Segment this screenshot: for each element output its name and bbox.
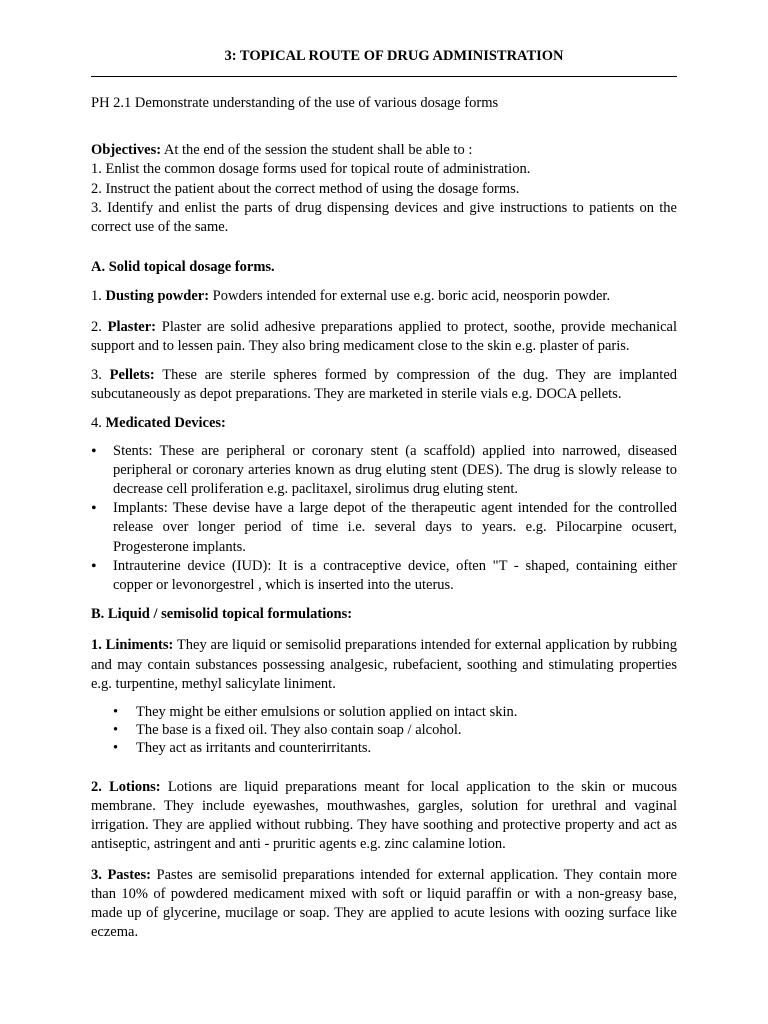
medicated-devices-list: [91, 442, 677, 596]
objective-item: 2. Instruct the patient about the correct method of using the dosage forms.: [91, 180, 520, 197]
list-item: • They act as irritants and counterirritants.: [113, 740, 372, 757]
objective-item: 1. Enlist the common dosage forms used for topical route of administration.: [91, 161, 531, 178]
objective-item: 3. Identify and enlist the parts of drug dispensing devices and give instructions to patients on the correct use of the same.: [91, 199, 677, 236]
bullet-icon: •: [113, 704, 119, 721]
document-body: [91, 47, 677, 942]
page-title: 3: TOPICAL ROUTE OF DRUG ADMINISTRATION: [224, 48, 564, 64]
section-b-heading: B. Liquid / semisolid topical formulations:: [91, 606, 353, 623]
section-a-heading: A. Solid topical dosage forms.: [91, 259, 275, 276]
list-item: • Implants: These devise have a large depot of the therapeutic agent intended for the controlled release over longer period of time i.e. several days to years. e.g. Pilocarpine ocusert, Progesterone implants.: [91, 500, 677, 555]
bullet-icon: •: [113, 740, 119, 757]
list-item: • Intrauterine device (IUD): It is a contraceptive device, often "T - shaped, containing either copper or levonorgestrel , which is inserted into the uterus.: [91, 557, 677, 594]
objectives-label: Objectives:: [91, 142, 162, 159]
list-item: • They might be either emulsions or solution applied on intact skin.: [113, 704, 518, 721]
title-divider: [91, 76, 677, 77]
liniments-points-list: [91, 703, 677, 758]
bullet-icon: •: [91, 500, 97, 518]
list-item: • Stents: These are peripheral or coronary stent (a scaffold) applied into narrowed, diseased peripheral or coronary arteries known as drug eluting stent (DES). The drug is slowly release to decrease cell proliferation e.g. paclitaxel, sirolimus drug eluting stent.: [91, 442, 677, 498]
medicated-devices-heading: 4. Medicated Devices:: [91, 415, 226, 432]
pastes-paragraph: 3. Pastes: Pastes are semisolid preparations intended for external application. They contain more than 10% of powdered medicament mixed with soft or liquid paraffin or with a non-greasy base, made up of glycerine, mucilage or soap. They are applied to acute lesions with oozing surface like eczema.: [91, 866, 677, 941]
lotions-paragraph: 2. Lotions: Lotions are liquid preparations meant for local application to the skin or mucous membrane. They include eyewashes, mouthwashes, gargles, solution for urethral and vaginal irrigation. They are applied without rubbing. They have soothing and protective property and act as antiseptic, astringent and anti - pruritic agents e.g. zinc calamine lotion.: [91, 778, 677, 853]
objectives-block: [91, 141, 677, 237]
bullet-icon: •: [91, 557, 97, 575]
objectives-intro: Objectives: At the end of the session the student shall be able to :: [91, 142, 473, 159]
liniments-paragraph: 1. Liniments: They are liquid or semisolid preparations intended for external application by rubbing and may contain substances possessing analgesic, rubefacient, soothing and stimulating properties e.g. turpentine, methyl salicylate liniment.: [91, 637, 677, 692]
pellets-paragraph: 3. Pellets: These are sterile spheres formed by compression of the dug. They are implanted subcutaneously as depot preparations. They are marketed in sterile vials e.g. DOCA pellets.: [91, 367, 678, 403]
bullet-icon: •: [113, 722, 119, 739]
list-item: • The base is a fixed oil. They also contain soap / alcohol.: [113, 722, 462, 739]
dusting-powder-paragraph: 1. Dusting powder: Powders intended for external use e.g. boric acid, neosporin powder.: [91, 288, 611, 305]
plaster-paragraph: 2. Plaster: Plaster are solid adhesive preparations applied to protect, soothe, provide mechanical support and to lessen pain. They also bring medicament close to the skin e.g. plaster of paris.: [91, 318, 678, 354]
bullet-icon: •: [91, 442, 97, 460]
competency-line: PH 2.1 Demonstrate understanding of the use of various dosage forms: [91, 95, 499, 111]
